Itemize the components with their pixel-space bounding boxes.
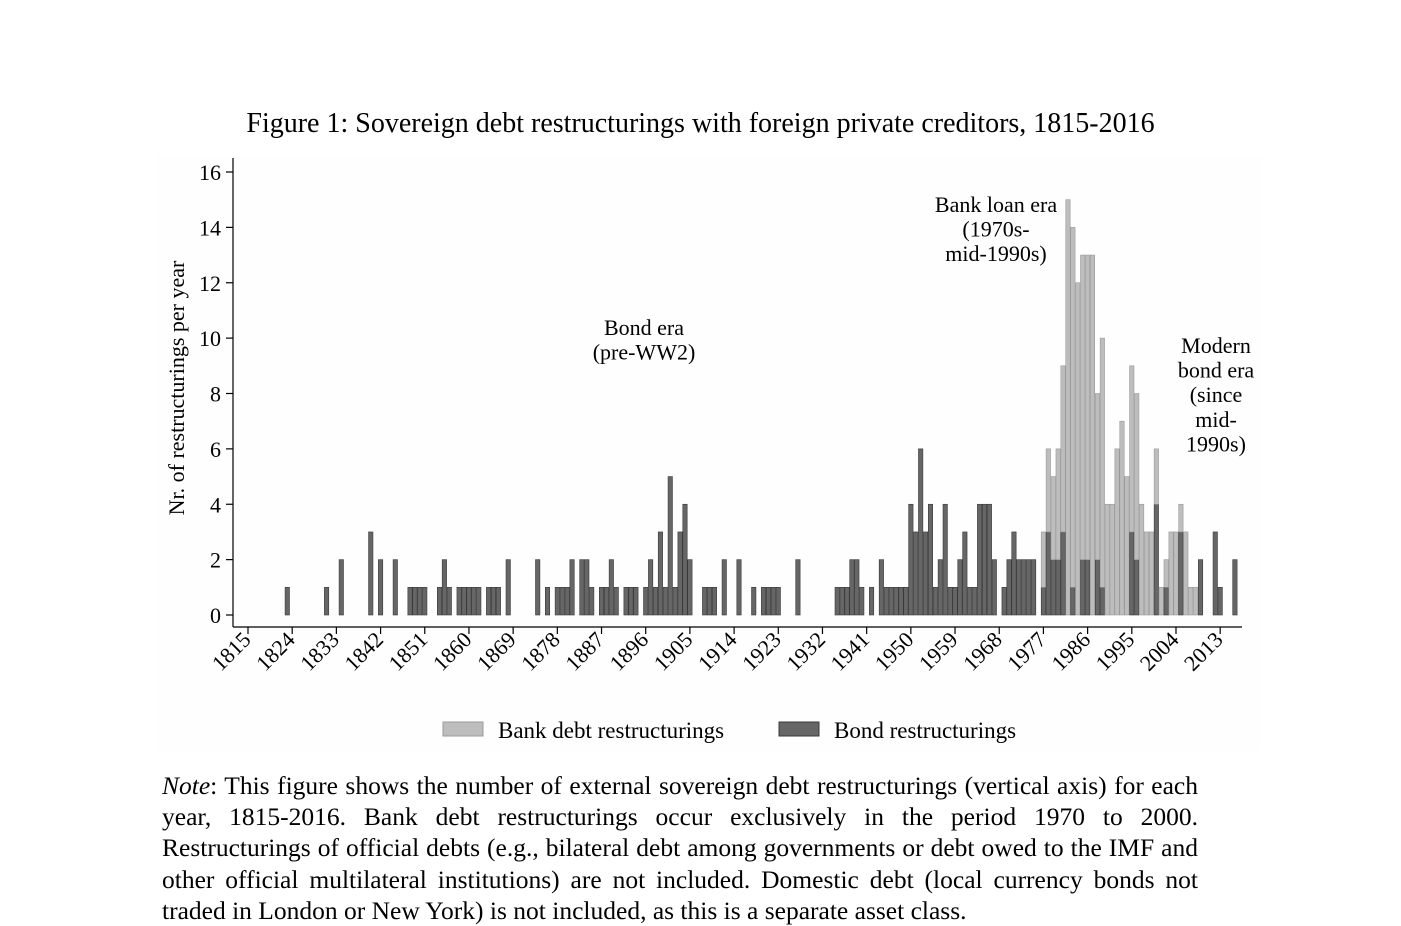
bar-bond-1859 — [462, 587, 466, 615]
bar-bond-1958 — [948, 587, 952, 615]
bar-bond-1980 — [1056, 560, 1060, 615]
bar-bond-1953 — [923, 532, 927, 615]
bar-bond-1964 — [977, 504, 981, 615]
bar-bond-1978 — [1046, 532, 1050, 615]
bar-bond-1945 — [884, 587, 888, 615]
bar-bond-1989 — [1100, 587, 1104, 615]
bar-bond-1864 — [486, 587, 490, 615]
bar-bond-2012 — [1213, 532, 1217, 615]
bar-bond-1947 — [894, 587, 898, 615]
bar-bank-2000 — [1154, 449, 1158, 504]
bar-bond-1889 — [609, 560, 613, 615]
bar-bond-1969 — [1002, 587, 1006, 615]
bar-bond-1996 — [1135, 560, 1139, 615]
bar-bank-1999 — [1149, 532, 1153, 615]
bar-bank-1983 — [1071, 227, 1075, 587]
bars-layer — [285, 200, 1237, 615]
bar-bond-1985 — [1081, 560, 1085, 615]
bar-bank-1982 — [1066, 200, 1070, 615]
figure-title: Figure 1: Sovereign debt restructurings with foreign private creditors, 1815-2016 — [246, 108, 1155, 139]
bar-bond-1927 — [796, 560, 800, 615]
bar-bond-1876 — [545, 587, 549, 615]
y-tick-label-16: 16 — [199, 160, 221, 185]
bar-bond-1861 — [472, 587, 476, 615]
bar-bond-1967 — [992, 560, 996, 615]
bar-bank-1978 — [1046, 449, 1050, 532]
bar-bank-1995 — [1130, 366, 1134, 532]
bar-bond-1904 — [683, 504, 687, 615]
x-tick-label-1995: 1995 — [1090, 626, 1140, 676]
bar-bond-1898 — [653, 587, 657, 615]
bar-bond-1921 — [766, 587, 770, 615]
bar-bond-1908 — [702, 587, 706, 615]
bar-bond-1955 — [933, 587, 937, 615]
bar-bank-1989 — [1100, 338, 1104, 587]
bar-bond-1880 — [565, 587, 569, 615]
bar-bank-2001 — [1159, 587, 1163, 615]
figure-note — [162, 770, 1198, 926]
bar-bond-1960 — [958, 560, 962, 615]
bar-bond-2000 — [1154, 504, 1158, 615]
bar-bond-1975 — [1031, 560, 1035, 615]
bar-bank-1981 — [1061, 366, 1065, 532]
bar-bank-1992 — [1115, 449, 1119, 615]
annotation-2-line-1: Bank loan era — [934, 192, 1058, 217]
bar-bank-1991 — [1110, 504, 1114, 615]
bar-bond-1855 — [442, 560, 446, 615]
bar-bond-1981 — [1061, 532, 1065, 615]
bar-bank-2004 — [1174, 532, 1178, 615]
bar-bond-1918 — [752, 587, 756, 615]
annotation-2-line-3: mid-1990s) — [945, 241, 1047, 267]
y-tick-label-0: 0 — [210, 603, 221, 628]
bar-bond-1865 — [491, 587, 495, 615]
bar-bond-1910 — [712, 587, 716, 615]
bar-bond-1881 — [570, 560, 574, 615]
bar-bond-2009 — [1198, 560, 1202, 615]
y-tick-label-14: 14 — [199, 215, 221, 241]
bar-bank-2005 — [1179, 504, 1183, 532]
bar-bond-1973 — [1022, 560, 1026, 615]
note-lead: Note — [162, 771, 211, 800]
bar-bank-1986 — [1085, 255, 1089, 560]
bar-bond-1897 — [648, 560, 652, 615]
bar-bond-1959 — [953, 587, 957, 615]
bar-bond-1823 — [285, 587, 289, 615]
bar-bond-1952 — [918, 449, 922, 615]
bar-bond-1903 — [678, 532, 682, 615]
bar-bond-1900 — [663, 587, 667, 615]
y-tick-label-12: 12 — [199, 270, 221, 296]
bar-bank-1997 — [1139, 504, 1143, 615]
bar-bond-1849 — [413, 587, 417, 615]
bar-bond-1890 — [614, 587, 618, 615]
bar-bond-1902 — [673, 587, 677, 615]
x-tick-label-1977: 1977 — [1002, 626, 1051, 676]
note-text: : This figure shows the number of external sovereign debt restructurings (vertical axis) for each year, 1815-2016. Bank debt restructurings occur exclusively in the period 1970 to 2000. Restructurings of official debts (e.g., bilateral debt among governments or debt owed to the IMF and other official multilateral institutions) are not included. Domestic debt (local currency bonds not traded in London or New York) is not included, as this is a separate asset class. — [162, 771, 1198, 925]
annotation-1-line-2: (pre-WW2) — [592, 339, 696, 365]
x-tick-label-1869: 1869 — [471, 626, 521, 676]
bar-bond-1894 — [634, 587, 638, 615]
bar-bond-1971 — [1012, 532, 1016, 615]
annotation-1 — [593, 315, 696, 365]
bar-bond-1951 — [914, 532, 918, 615]
bar-bond-1887 — [599, 587, 603, 615]
bar-bond-1915 — [737, 560, 741, 615]
bar-bond-1862 — [477, 587, 481, 615]
bar-bond-1893 — [629, 587, 633, 615]
bar-bond-2002 — [1164, 587, 1168, 615]
bar-bond-1972 — [1017, 560, 1021, 615]
bar-bond-1922 — [771, 587, 775, 615]
bar-bond-1974 — [1026, 560, 1030, 615]
bar-bond-1868 — [506, 560, 510, 615]
bar-bond-1878 — [555, 587, 559, 615]
annotation-3 — [1178, 333, 1255, 456]
bar-bank-1984 — [1076, 283, 1080, 615]
x-tick-label-1887: 1887 — [560, 626, 610, 676]
bar-bond-2016 — [1233, 560, 1237, 615]
bar-bond-1901 — [668, 477, 672, 615]
bar-bond-1923 — [776, 587, 780, 615]
x-tick-label-1851: 1851 — [383, 626, 433, 676]
x-tick-label-1968: 1968 — [957, 626, 1007, 676]
bar-bond-1840 — [369, 532, 373, 615]
x-tick-label-1914: 1914 — [692, 626, 742, 676]
bar-bond-1977 — [1041, 587, 1045, 615]
bar-bond-1937 — [845, 587, 849, 615]
legend-label-bank: Bank debt restructurings — [498, 718, 725, 743]
bar-bond-1879 — [560, 587, 564, 615]
bar-bond-1866 — [496, 587, 500, 615]
bar-bank-2003 — [1169, 532, 1173, 615]
x-tick-label-1959: 1959 — [913, 626, 963, 676]
bar-bond-1834 — [339, 560, 343, 615]
bar-bond-1892 — [624, 587, 628, 615]
bar-bank-1988 — [1095, 394, 1099, 560]
bar-bond-1970 — [1007, 560, 1011, 615]
bar-bond-2013 — [1218, 587, 1222, 615]
bar-bond-1940 — [860, 587, 864, 615]
y-tick-label-6: 6 — [210, 436, 221, 462]
bar-bank-1994 — [1125, 477, 1129, 615]
annotations-layer — [593, 192, 1255, 456]
bar-bond-1939 — [855, 560, 859, 615]
bar-bond-1946 — [889, 587, 893, 615]
bar-bond-1935 — [835, 587, 839, 615]
bar-bank-2007 — [1189, 587, 1193, 615]
bar-bond-1842 — [378, 560, 382, 615]
bar-bank-1980 — [1056, 449, 1060, 560]
x-tick-label-1815: 1815 — [206, 626, 256, 676]
bar-bond-1860 — [467, 587, 471, 615]
bar-bond-1962 — [968, 587, 972, 615]
bar-bond-1948 — [899, 587, 903, 615]
bar-bond-1845 — [393, 560, 397, 615]
x-tick-label-1941: 1941 — [825, 626, 875, 676]
bar-bank-1985 — [1081, 255, 1085, 560]
legend-swatch-bank — [443, 722, 483, 736]
bar-bond-1909 — [707, 587, 711, 615]
bar-bank-2008 — [1193, 587, 1197, 615]
bar-bank-1979 — [1051, 477, 1055, 560]
bar-bond-1858 — [457, 587, 461, 615]
x-tick-label-1860: 1860 — [427, 626, 477, 676]
x-tick-label-1950: 1950 — [869, 626, 919, 676]
bar-bond-1966 — [987, 504, 991, 615]
bar-bank-1998 — [1144, 532, 1148, 615]
annotation-3-line-3: (since — [1189, 382, 1243, 408]
annotation-3-line-5: 1990s) — [1186, 431, 1246, 457]
bar-bond-1888 — [604, 587, 608, 615]
x-tick-label-1878: 1878 — [516, 626, 565, 676]
x-tick-label-1905: 1905 — [648, 626, 698, 676]
x-tick-label-2013: 2013 — [1178, 626, 1228, 676]
bar-chart — [155, 155, 1262, 751]
bar-bond-1979 — [1051, 560, 1055, 615]
x-tick-label-1824: 1824 — [250, 626, 300, 676]
bar-bond-1884 — [585, 560, 589, 615]
bar-bank-1990 — [1105, 504, 1109, 615]
bar-bond-1983 — [1071, 587, 1075, 615]
y-tick-label-4: 4 — [210, 492, 221, 518]
bar-bond-1938 — [850, 560, 854, 615]
annotation-3-line-1: Modern — [1181, 333, 1251, 358]
bar-bond-1957 — [943, 504, 947, 615]
chart-panel — [155, 155, 1262, 751]
bar-bank-1977 — [1041, 532, 1045, 587]
bar-bond-1899 — [658, 532, 662, 615]
bar-bond-1954 — [928, 504, 932, 615]
bar-bank-2006 — [1184, 532, 1188, 615]
bar-bond-1936 — [840, 587, 844, 615]
bar-bond-1850 — [418, 587, 422, 615]
bar-bond-2005 — [1179, 532, 1183, 615]
bar-bond-1883 — [580, 560, 584, 615]
bar-bond-1988 — [1095, 560, 1099, 615]
bar-bond-1851 — [423, 587, 427, 615]
bar-bond-1905 — [688, 560, 692, 615]
bar-bond-1961 — [963, 532, 967, 615]
bar-bond-1874 — [535, 560, 539, 615]
annotation-1-line-1: Bond era — [603, 315, 685, 340]
bar-bank-1987 — [1090, 255, 1094, 615]
x-tick-label-1842: 1842 — [339, 626, 389, 676]
legend — [443, 718, 1016, 743]
bar-bond-1950 — [909, 504, 913, 615]
x-tick-label-1932: 1932 — [781, 626, 831, 676]
y-tick-label-10: 10 — [199, 326, 221, 352]
bar-bond-1848 — [408, 587, 412, 615]
bar-bank-1993 — [1120, 421, 1124, 615]
bar-bond-1885 — [590, 587, 594, 615]
bar-bond-1896 — [644, 587, 648, 615]
bar-bond-1963 — [972, 587, 976, 615]
y-tick-label-2: 2 — [210, 547, 221, 573]
bar-bond-1956 — [938, 560, 942, 615]
bar-bond-1986 — [1085, 560, 1089, 615]
legend-swatch-bond — [779, 722, 819, 736]
bar-bond-1856 — [447, 587, 451, 615]
x-tick-label-1923: 1923 — [737, 626, 786, 676]
y-tick-label-8: 8 — [210, 381, 221, 407]
bar-bond-1965 — [982, 504, 986, 615]
x-tick-label-1833: 1833 — [295, 626, 344, 676]
bar-bond-1944 — [879, 560, 883, 615]
legend-label-bond: Bond restructurings — [834, 718, 1017, 743]
bar-bond-1920 — [761, 587, 765, 615]
bar-bond-1854 — [437, 587, 441, 615]
x-tick-label-1896: 1896 — [604, 626, 654, 676]
bar-bond-1912 — [722, 560, 726, 615]
bar-bond-1995 — [1130, 532, 1134, 615]
annotation-2 — [935, 192, 1057, 266]
annotation-3-line-4: mid- — [1195, 406, 1237, 432]
annotation-2-line-2: (1970s- — [962, 216, 1030, 242]
bar-bond-1831 — [324, 587, 328, 615]
annotation-3-line-2: bond era — [1177, 357, 1255, 383]
x-tick-label-1986: 1986 — [1046, 626, 1096, 676]
bar-bank-1996 — [1135, 394, 1139, 560]
x-tick-label-2004: 2004 — [1134, 626, 1184, 676]
y-axis-label: Nr. of restructurings per year — [164, 260, 189, 516]
bar-bond-1949 — [904, 587, 908, 615]
bar-bond-1942 — [869, 587, 873, 615]
bar-bank-2002 — [1164, 560, 1168, 588]
